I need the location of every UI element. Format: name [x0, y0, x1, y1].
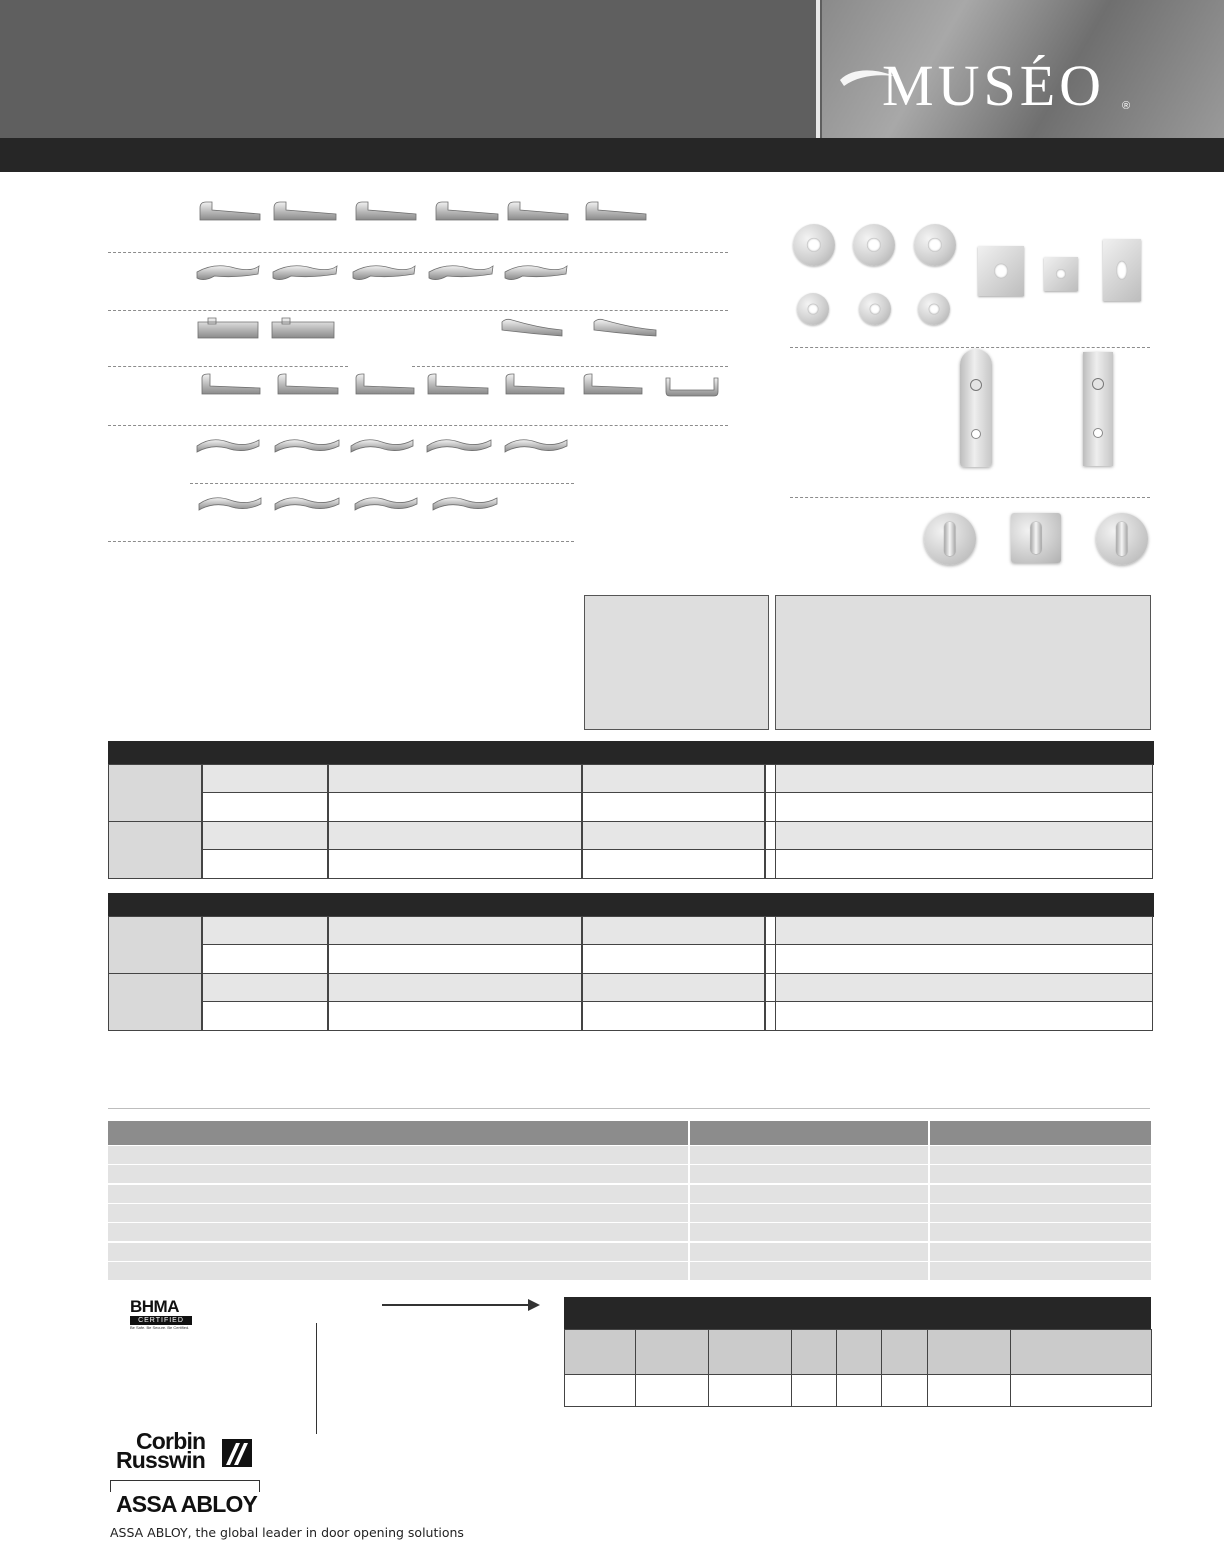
spec-row [690, 1243, 928, 1261]
spec-row [108, 1165, 688, 1183]
table-cell [202, 973, 328, 1002]
thumbturn-round [1096, 513, 1148, 565]
table-group-cell [108, 764, 202, 822]
lever-design-4-4 [422, 372, 492, 402]
header-divider [816, 0, 820, 138]
row-divider [108, 541, 574, 542]
spec-row [690, 1204, 928, 1222]
order-cell [927, 1374, 1011, 1407]
table-cell [202, 849, 328, 879]
order-cell [564, 1374, 636, 1407]
lever-design-6-2 [272, 490, 342, 520]
info-panel-left [584, 595, 769, 730]
tagline: ASSA ABLOY, the global leader in door opening solutions [110, 1525, 464, 1540]
row-divider [108, 425, 728, 426]
bhma-certified-logo: BHMA CERTIFIED Be Safe. Be Secure. Be Certified. [130, 1298, 192, 1328]
round-rose-small [797, 293, 829, 325]
round-rose-small [859, 293, 891, 325]
vertical-divider [316, 1323, 317, 1434]
order-cell [635, 1374, 709, 1407]
row-divider [190, 483, 574, 484]
lever-design-1-3 [352, 200, 420, 230]
table-spacer [765, 916, 776, 945]
trim-divider [790, 497, 1150, 498]
lever-design-1-6 [582, 200, 650, 230]
assa-abloy-logo: ASSA ABLOY [116, 1491, 258, 1517]
table-cell [775, 764, 1153, 793]
lever-design-1-2 [270, 200, 340, 230]
row-divider [108, 366, 348, 367]
table-cell [202, 821, 328, 850]
lever-design-5-2 [272, 432, 342, 462]
spec-header [690, 1121, 928, 1145]
spec-row [930, 1243, 1151, 1261]
lever-design-2-4 [426, 260, 496, 290]
spec-row [690, 1185, 928, 1203]
table-cell [775, 916, 1153, 945]
order-cell [791, 1374, 837, 1407]
table-cell [582, 1001, 765, 1031]
table-cell [582, 973, 765, 1002]
table-cell [202, 764, 328, 793]
rectangular-rose [1103, 239, 1141, 301]
escutcheon-radius [960, 349, 992, 467]
row-divider [108, 310, 728, 311]
lever-design-6-3 [352, 490, 420, 520]
table-cell [582, 944, 765, 974]
logo-line-1: Corbin [136, 1428, 206, 1454]
table-cell [328, 916, 582, 945]
spec-header [108, 1121, 688, 1145]
table-cell [775, 792, 1153, 822]
table-cell [328, 944, 582, 974]
lever-design-3-3 [498, 316, 566, 346]
lever-design-1-5 [504, 200, 572, 230]
lever-design-1-4 [432, 200, 502, 230]
row-divider [108, 252, 728, 253]
spec-row [108, 1185, 688, 1203]
lever-design-4-7 [660, 372, 724, 402]
brand-logo: MUSÉO [882, 53, 1106, 118]
table-spacer [765, 1001, 776, 1031]
table-cell [202, 916, 328, 945]
order-column-header [927, 1329, 1011, 1375]
escutcheon-square [1083, 352, 1113, 466]
table-spacer [765, 764, 776, 793]
round-rose [914, 224, 956, 266]
table-header-2 [108, 893, 1154, 917]
order-column-header [1010, 1329, 1152, 1375]
lever-design-4-5 [500, 372, 568, 402]
table-cell [328, 1001, 582, 1031]
arrow-line [382, 1304, 530, 1306]
lever-design-3-2 [268, 316, 338, 346]
table-cell [582, 821, 765, 850]
table-group-cell [108, 821, 202, 879]
spec-row [930, 1165, 1151, 1183]
spec-row [690, 1146, 928, 1164]
lever-design-5-3 [348, 432, 416, 462]
lever-design-5-5 [502, 432, 570, 462]
table-cell [202, 1001, 328, 1031]
table-cell [328, 849, 582, 879]
table-cell [775, 821, 1153, 850]
table-cell [775, 973, 1153, 1002]
lever-design-4-3 [350, 372, 418, 402]
spec-row [108, 1146, 688, 1164]
spec-row [108, 1204, 688, 1222]
thumbturn-round [924, 513, 976, 565]
spec-row [108, 1262, 688, 1280]
lever-design-3-1 [194, 316, 262, 346]
order-column-header [881, 1329, 928, 1375]
info-panel-right [775, 595, 1151, 730]
lever-design-5-1 [194, 432, 262, 462]
order-table-header [564, 1297, 1151, 1329]
lever-design-2-3 [350, 260, 418, 290]
lever-design-4-1 [196, 372, 264, 402]
lever-design-1-1 [196, 200, 264, 230]
logo-line-2: Russwin [116, 1447, 205, 1473]
spec-row [108, 1243, 688, 1261]
trim-divider [790, 347, 1150, 348]
spec-row [930, 1223, 1151, 1241]
table-cell [202, 792, 328, 822]
spec-row [930, 1146, 1151, 1164]
lever-design-2-1 [194, 260, 262, 290]
order-column-header [708, 1329, 792, 1375]
order-cell [881, 1374, 928, 1407]
table-cell [582, 916, 765, 945]
spec-row [930, 1262, 1151, 1280]
table-spacer [765, 944, 776, 974]
table-spacer [765, 973, 776, 1002]
table-cell [328, 821, 582, 850]
table-cell [582, 792, 765, 822]
lever-design-4-6 [578, 372, 646, 402]
table-spacer [765, 849, 776, 879]
spec-row [930, 1204, 1151, 1222]
corbin-russwin-mark-icon [222, 1437, 254, 1469]
table-header-1 [108, 741, 1154, 765]
spec-row [108, 1223, 688, 1241]
registered-mark: ® [1122, 100, 1131, 112]
thumbturn-square [1011, 513, 1061, 563]
lever-design-5-4 [424, 432, 494, 462]
table-group-cell [108, 916, 202, 974]
table-group-cell [108, 973, 202, 1031]
section-divider [108, 1108, 1150, 1109]
title-band [0, 138, 1224, 172]
spec-header [930, 1121, 1151, 1145]
lever-design-3-4 [590, 316, 660, 346]
square-rose-small [1044, 257, 1078, 291]
table-cell [328, 973, 582, 1002]
row-divider [412, 366, 728, 367]
table-spacer [765, 821, 776, 850]
lever-design-4-2 [272, 372, 342, 402]
order-column-header [564, 1329, 636, 1375]
table-cell [582, 764, 765, 793]
lever-design-6-1 [196, 490, 264, 520]
table-cell [775, 849, 1153, 879]
spec-row [690, 1165, 928, 1183]
lever-design-6-4 [430, 490, 500, 520]
table-cell [775, 1001, 1153, 1031]
order-cell [708, 1374, 792, 1407]
lever-design-2-5 [502, 260, 570, 290]
square-rose [978, 246, 1024, 296]
table-spacer [765, 792, 776, 822]
lever-design-2-2 [270, 260, 340, 290]
arrow-icon [528, 1299, 540, 1311]
order-column-header [791, 1329, 837, 1375]
spec-row [690, 1262, 928, 1280]
table-cell [202, 944, 328, 974]
spec-row [930, 1185, 1151, 1203]
round-rose-small [918, 293, 950, 325]
table-cell [775, 944, 1153, 974]
round-rose [793, 224, 835, 266]
table-cell [328, 792, 582, 822]
order-column-header [635, 1329, 709, 1375]
order-cell [1010, 1374, 1152, 1407]
spec-row [690, 1223, 928, 1241]
table-cell [328, 764, 582, 793]
table-cell [582, 849, 765, 879]
order-cell [836, 1374, 882, 1407]
round-rose [853, 224, 895, 266]
order-column-header [836, 1329, 882, 1375]
